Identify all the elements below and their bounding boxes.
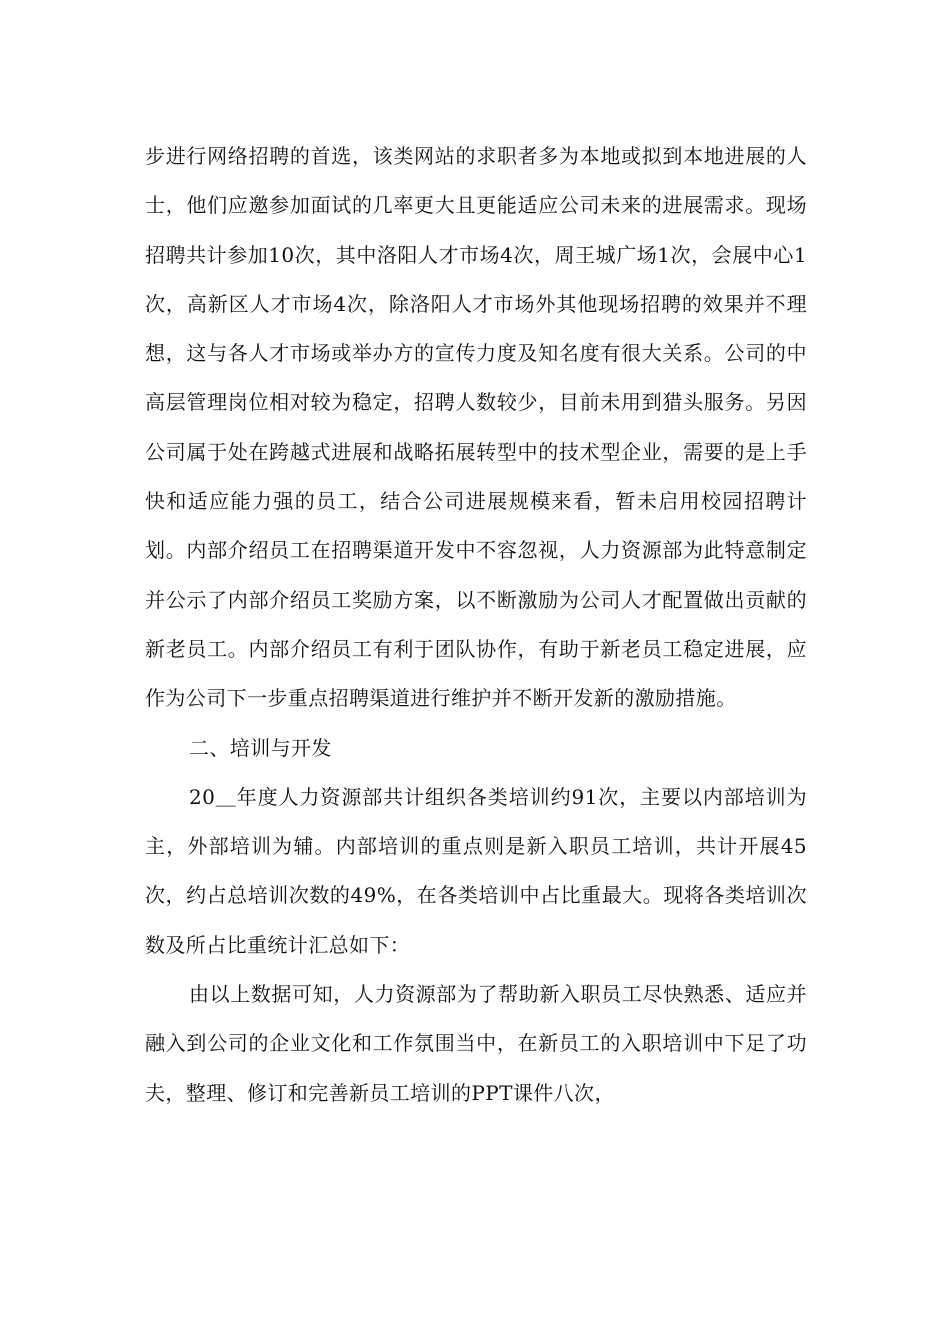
paragraph-recruitment-continued: 步进行网络招聘的首选，该类网站的求职者多为本地或拟到本地进展的人士，他们应邀参加面试的几率更大且更能适应公司未来的进展需求。现场招聘共计参加10次，其中洛阳人才市场4次，周王城广场1次，会展中心1次，高新区人才市场4次，除洛阳人才市场外其他现场招聘的效果并不理想，这与各人才市场或举办方的宣传力度及知名度有很大关系。公司的中高层管理岗位相对较为稳定，招聘人数较少，目前未用到猎头服务。另因公司属于处在跨越式进展和战略拓展转型中的技术型企业，需要的是上手快和适应能力强的员工，结合公司进展规模来看，暂未启用校园招聘计划。内部介绍员工在招聘渠道开发中不容忽视，人力资源部为此特意制定并公示了内部介绍员工奖励方案，以不断激励为公司人才配置做出贡献的新老员工。内部介绍员工有利于团队协作，有助于新老员工稳定进展，应作为公司下一步重点招聘渠道进行维护并不断开发新的激励措施。 [145,144,807,711]
document-body [145,132,807,1118]
paragraph-training-summary: 20＿年度人力资源部共计组织各类培训约91次，主要以内部培训为主，外部培训为辅。内部培训的重点则是新入职员工培训，共计开展45次，约占总培训次数的49%，在各类培训中占比重最大。现将各类培训次数及所占比重统计汇总如下： [145,784,807,957]
paragraph-training-analysis: 由以上数据可知，人力资源部为了帮助新入职员工尽快熟悉、适应并融入到公司的企业文化和工作氛围当中，在新员工的入职培训中下足了功夫，整理、修订和完善新员工培训的PPT课件八次， [145,982,807,1105]
section-heading-training: 二、培训与开发 [189,735,332,760]
